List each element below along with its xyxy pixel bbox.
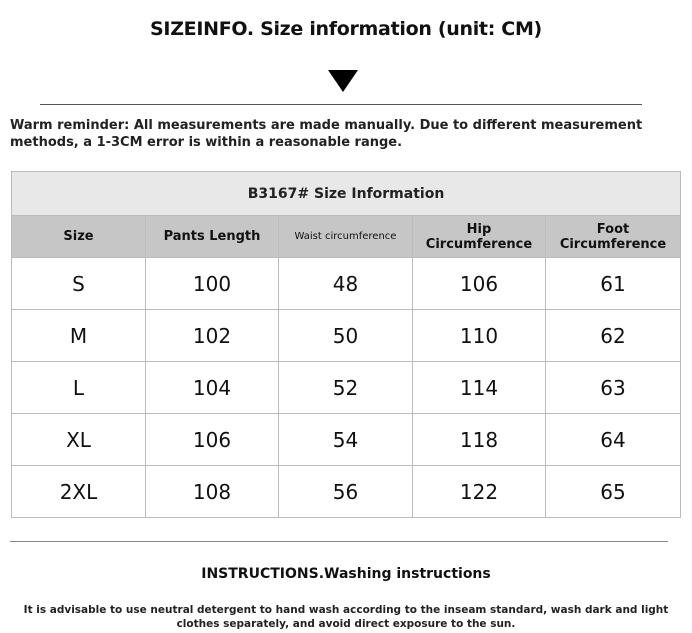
cell-foot: 62: [546, 310, 681, 362]
cell-waist: 56: [279, 466, 413, 518]
divider: [10, 541, 668, 542]
cell-waist: 52: [279, 362, 413, 414]
down-arrow-icon: [328, 70, 358, 92]
instructions-text: It is advisable to use neutral detergent to hand wash according to the inseam standard, wash dark and light clothes separately, and avoid direct exposure to the sun.: [23, 604, 669, 630]
header-pants-length: Pants Length: [146, 216, 279, 258]
cell-waist: 48: [279, 258, 413, 310]
header-foot-circumference: Foot Circumference: [546, 216, 681, 258]
cell-hip: 122: [413, 466, 546, 518]
instructions-title: INSTRUCTIONS.Washing instructions: [201, 566, 491, 582]
table-caption-row: [12, 172, 681, 216]
table-row: [12, 258, 681, 310]
cell-waist: 54: [279, 414, 413, 466]
cell-hip: 114: [413, 362, 546, 414]
cell-waist: 50: [279, 310, 413, 362]
header-hip-circumference: Hip Circumference: [413, 216, 546, 258]
cell-hip: 110: [413, 310, 546, 362]
cell-pants-length: 104: [146, 362, 279, 414]
table-row: [12, 362, 681, 414]
cell-foot: 63: [546, 362, 681, 414]
cell-hip: 118: [413, 414, 546, 466]
cell-foot: 64: [546, 414, 681, 466]
warm-reminder: Warm reminder: All measurements are made manually. Due to different measurement methods, a 1-3CM error is within a reasonable range.: [10, 118, 643, 150]
cell-size: L: [12, 362, 146, 414]
cell-size: M: [12, 310, 146, 362]
table-row: [12, 466, 681, 518]
header-waist-circumference: Waist circumference: [279, 216, 413, 258]
cell-foot: 65: [546, 466, 681, 518]
size-table: [11, 171, 681, 518]
divider: [40, 104, 642, 105]
cell-hip: 106: [413, 258, 546, 310]
cell-pants-length: 106: [146, 414, 279, 466]
table-row: [12, 414, 681, 466]
cell-pants-length: 102: [146, 310, 279, 362]
header-size: Size: [12, 216, 146, 258]
table-header-row: [12, 216, 681, 258]
cell-foot: 61: [546, 258, 681, 310]
cell-size: 2XL: [12, 466, 146, 518]
cell-pants-length: 108: [146, 466, 279, 518]
page-title: SIZEINFO. Size information (unit: CM): [150, 18, 542, 40]
table-row: [12, 310, 681, 362]
cell-size: S: [12, 258, 146, 310]
cell-pants-length: 100: [146, 258, 279, 310]
table-caption: B3167# Size Information: [12, 172, 681, 216]
cell-size: XL: [12, 414, 146, 466]
